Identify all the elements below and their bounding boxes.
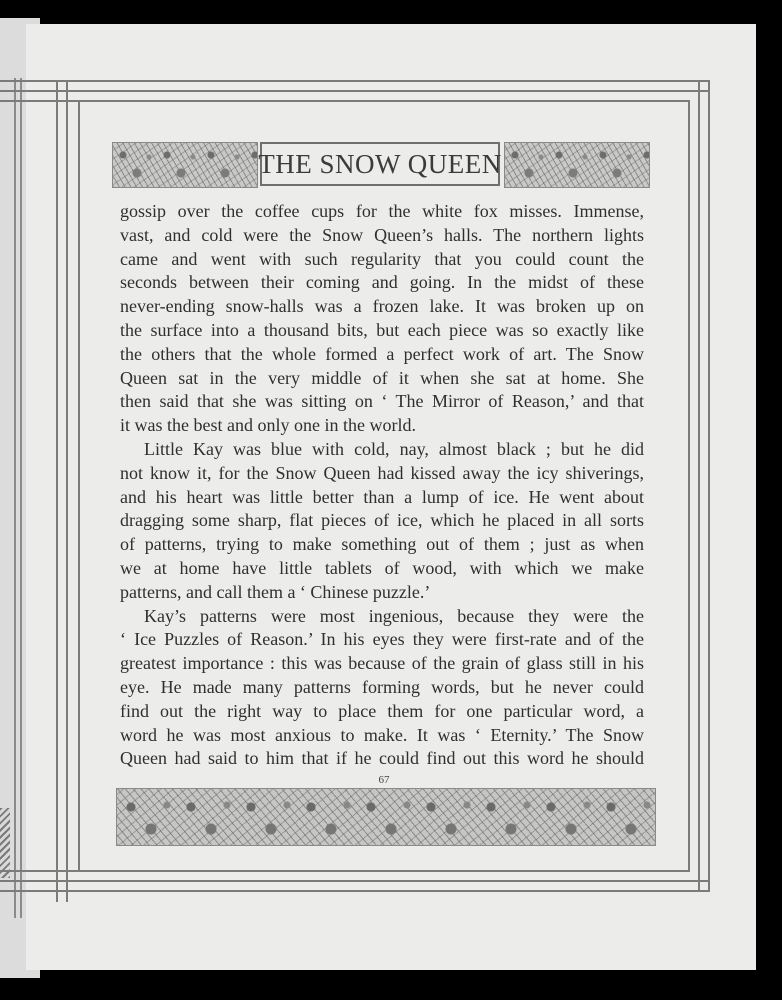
frame-left-inner-2	[78, 100, 80, 870]
text-line: and his heart was little better than a lump of ice. He went about	[120, 486, 644, 507]
frame-right-inner-2	[688, 100, 690, 870]
page-header	[112, 142, 650, 188]
page-number: 67	[378, 774, 390, 786]
frame-top-inner	[0, 90, 708, 92]
frame-right-inner	[698, 80, 700, 892]
frame-top-outer	[0, 80, 708, 82]
text-line: word he was most anxious to make. It was ‘ Eternity.’ The Snow	[120, 724, 644, 745]
title-box	[260, 142, 500, 186]
text-line: Queen had said to him that if he could find out this word he should	[120, 748, 644, 769]
text-line: came and went with such regularity that you could count the	[120, 248, 644, 269]
body-text	[120, 200, 644, 771]
text-line: the surface into a thousand bits, but each piece was so exactly like	[120, 319, 644, 340]
left-page-ornament	[0, 808, 10, 878]
frame-top-inner-2	[0, 100, 690, 102]
text-line: the others that the whole formed a perfect work of art. The Snow	[120, 343, 644, 364]
header-ornament-left	[112, 142, 258, 188]
frame-left-outer	[56, 80, 58, 902]
text-line: it was the best and only one in the world.	[120, 415, 416, 436]
text-line: not know it, for the Snow Queen had kissed away the icy shiverings,	[120, 462, 644, 483]
text-line: find out the right way to place them for one particular word, a	[120, 700, 644, 721]
frame-left-inner	[66, 80, 68, 902]
text-line: Kay’s patterns were most ingenious, because they were the	[144, 605, 644, 626]
page-title: THE SNOW QUEEN	[258, 148, 502, 179]
text-line: never-ending snow-halls was a frozen lake. It was broken up on	[120, 296, 644, 317]
frame-right-outer	[708, 80, 710, 892]
text-line: gossip over the coffee cups for the white fox misses. Immense,	[120, 201, 644, 221]
text-line: Little Kay was blue with cold, nay, almost black ; but he did	[144, 438, 644, 459]
frame-bottom-outer	[0, 890, 708, 892]
left-page-rule	[14, 78, 16, 918]
left-page-rule	[20, 78, 22, 918]
frame-bottom-inner	[0, 880, 708, 882]
header-ornament-right	[504, 142, 650, 188]
footer-ornament	[116, 788, 656, 846]
text-line: greatest importance : this was because of the grain of glass still in his	[120, 653, 644, 674]
text-line: Queen sat in the very middle of it when she sat at home. She	[120, 367, 644, 388]
frame-bottom-inner-2	[0, 870, 690, 872]
text-line: patterns, and call them a ‘ Chinese puzzle.’	[120, 581, 431, 602]
text-line: vast, and cold were the Snow Queen’s halls. The northern lights	[120, 224, 644, 245]
text-line: of patterns, trying to make something out of them ; just as when	[120, 534, 644, 555]
text-line: we at home have little tablets of wood, with which we make	[120, 557, 644, 578]
text-line: dragging some sharp, flat pieces of ice, which he placed in all sorts	[120, 510, 644, 531]
text-line: eye. He made many patterns forming words, but he never could	[120, 676, 644, 697]
text-line: then said that she was sitting on ‘ The Mirror of Reason,’ and that	[120, 391, 644, 412]
text-line: ‘ Ice Puzzles of Reason.’ In his eyes they were first-rate and of the	[120, 629, 644, 650]
text-line: seconds between their coming and going. In the midst of these	[120, 272, 644, 293]
